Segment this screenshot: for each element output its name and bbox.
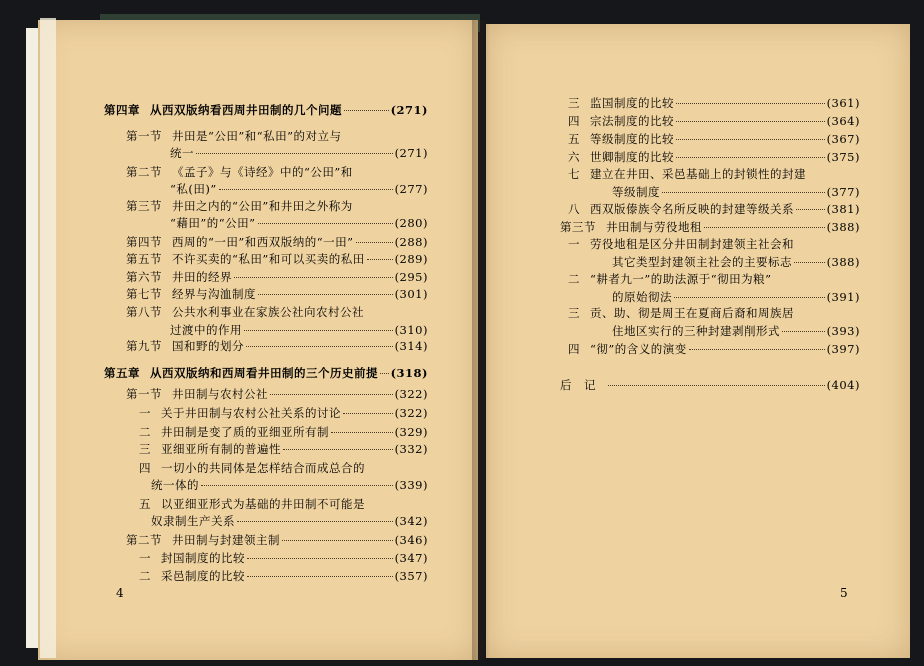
toc-entry [126,532,428,548]
toc-label: 二 [139,569,151,583]
toc-label: 八 [568,202,580,216]
toc-title: 世卿制度的比较 [590,150,674,164]
toc-dot-leader [356,242,393,243]
toc-label: 三 [568,96,580,110]
toc-page-number: (271) [390,103,428,117]
toc-label: 第五章 [104,366,140,380]
toc-title: 井田制是变了质的亚细亚所有制 [161,425,329,439]
toc-label: 第五节 [126,252,162,266]
toc-label: 四 [568,342,580,356]
toc-page-number: (367) [826,132,860,146]
toc-entry [170,215,428,231]
toc-dot-leader [282,540,393,541]
toc-title: 井田是“公田”和“私田”的对立与 [172,129,342,143]
toc-page-number: (289) [394,252,428,266]
toc-title: 建立在井田、采邑基础上的封锁性的封建 [590,167,806,181]
toc-dot-leader [676,103,825,104]
toc-label: 第一节 [126,387,162,401]
toc-dot-leader [234,277,393,278]
toc-title: 国和野的划分 [172,339,244,353]
toc-dot-leader [270,394,393,395]
toc-entry [612,323,860,339]
toc-dot-leader [676,157,825,158]
toc-title: “彻”的含义的演变 [590,342,687,356]
toc-entry [126,198,428,214]
toc-dot-leader [608,385,825,386]
toc-page-number: (388) [826,220,860,234]
toc-page-number: (357) [394,569,428,583]
toc-dot-leader [283,449,393,450]
toc-label: 第三节 [560,220,596,234]
toc-entry [568,131,860,147]
toc-entry [170,322,428,338]
toc-entry [612,254,860,270]
toc-title: 井田之内的“公田”和井田之外称为 [172,199,353,213]
toc-title: 西双版傣族令名所反映的封建等级关系 [590,202,794,216]
toc-dot-leader [258,223,393,224]
toc-entry [139,496,428,512]
toc-title: 以亚细亚形式为基础的井田制不可能是 [161,497,365,511]
toc-page-number: (295) [394,270,428,284]
toc-page-number: (318) [390,366,428,380]
toc-dot-leader [380,373,389,374]
book-gutter [472,20,490,660]
toc-label: 后 记 [560,378,596,392]
toc-dot-leader [237,521,393,522]
toc-dot-leader [676,121,825,122]
toc-dot-leader [343,413,393,414]
toc-title: “耕者九一”的助法源于“彻田为粮” [590,272,772,286]
toc-page-number: (347) [394,551,428,565]
toc-entry [139,405,428,421]
toc-dot-leader [258,294,393,295]
toc-label: 第一节 [126,129,162,143]
toc-dot-leader [244,330,393,331]
toc-title: 从西双版纳看西周井田制的几个问题 [150,103,342,117]
toc-entry [126,269,428,285]
toc-dot-leader [331,432,393,433]
toc-entry [612,184,860,200]
toc-title: 封国制度的比较 [161,551,245,565]
toc-entry [568,149,860,165]
toc-title: 不许买卖的“私田”和可以买卖的私田 [172,252,365,266]
toc-entry [151,513,428,529]
toc-page-number: (332) [394,442,428,456]
toc-page-number: (277) [394,182,428,196]
toc-page-number: (342) [394,514,428,528]
toc-page-number: (314) [394,339,428,353]
toc-title: 过渡中的作用 [170,323,242,337]
toc-entry [568,341,860,357]
toc-title: 井田的经界 [172,270,232,284]
toc-page-number: (375) [826,150,860,164]
toc-entry [170,181,428,197]
toc-entry [126,304,428,320]
toc-dot-leader [247,576,393,577]
toc-title: 贡、助、彻是周王在夏商后裔和周族居 [590,306,794,320]
toc-label: 四 [139,461,151,475]
toc-entry [126,164,428,180]
toc-title: 宗法制度的比较 [590,114,674,128]
toc-label: 二 [568,272,580,286]
toc-title: 奴隶制生产关系 [151,514,235,528]
toc-title: 经界与沟洫制度 [172,287,256,301]
toc-dot-leader [247,558,393,559]
toc-title: 劳役地租是区分井田制封建领主社会和 [590,237,794,251]
toc-entry [139,424,428,440]
toc-label: 五 [568,132,580,146]
toc-title: 等级制度 [612,185,660,199]
toc-title: 西周的“一田”和西双版纳的“一田” [172,235,354,249]
toc-dot-leader [794,262,825,263]
toc-entry [126,386,428,402]
toc-page-number: (397) [826,342,860,356]
page-edge-light [40,18,56,658]
toc-page-number: (393) [826,324,860,338]
toc-entry [568,201,860,217]
toc-label: 三 [568,306,580,320]
toc-dot-leader [201,485,393,486]
toc-title: 统一 [170,146,194,160]
toc-entry [151,477,428,493]
toc-entry [568,95,860,111]
toc-entry [560,219,860,235]
toc-dot-leader [796,209,825,210]
toc-entry [104,102,428,118]
toc-entry [139,460,428,476]
toc-label: 第八节 [126,305,162,319]
toc-title: “藉田”的“公田” [170,216,256,230]
toc-dot-leader [689,349,825,350]
toc-entry [139,550,428,566]
toc-dot-leader [367,259,393,260]
toc-label: 第二节 [126,165,162,179]
toc-title: “私(田)” [170,182,217,196]
toc-entry [126,128,428,144]
toc-label: 六 [568,150,580,164]
toc-label: 第四节 [126,235,162,249]
toc-entry [139,441,428,457]
toc-label: 第二节 [126,533,162,547]
toc-title: 《孟子》与《诗经》中的“公田”和 [172,165,353,179]
toc-page-number: (391) [826,290,860,304]
toc-page-number: (381) [826,202,860,216]
toc-title: 井田制与封建领主制 [172,533,280,547]
toc-title: 住地区实行的三种封建剥削形式 [612,324,780,338]
toc-page-number: (361) [826,96,860,110]
toc-label: 七 [568,167,580,181]
toc-entry [568,113,860,129]
page-number-right: 5 [840,586,848,600]
toc-label: 一 [568,237,580,251]
toc-page-number: (364) [826,114,860,128]
page-number-left: 4 [116,586,124,600]
toc-entry [126,251,428,267]
toc-page-number: (404) [826,378,860,392]
toc-title: 监国制度的比较 [590,96,674,110]
toc-entry [126,234,428,250]
toc-entry [568,271,860,287]
toc-entry [170,145,428,161]
toc-title: 井田制与劳役地租 [606,220,702,234]
toc-page-number: (388) [826,255,860,269]
toc-page-number: (271) [394,146,428,160]
toc-title: 的原始彻法 [612,290,672,304]
toc-label: 第三节 [126,199,162,213]
toc-page-number: (346) [394,533,428,547]
toc-dot-leader [246,346,393,347]
toc-title: 关于井田制与农村公社关系的讨论 [161,406,341,420]
toc-title: 公共水利事业在家族公社向农村公社 [172,305,364,319]
toc-page-number: (310) [394,323,428,337]
toc-page-number: (322) [394,406,428,420]
toc-title: 等级制度的比较 [590,132,674,146]
toc-entry [560,377,860,393]
toc-label: 一 [139,406,151,420]
toc-label: 二 [139,425,151,439]
toc-page-number: (322) [394,387,428,401]
toc-dot-leader [662,192,825,193]
toc-dot-leader [674,297,825,298]
toc-title: 从西双版纳和西周看井田制的三个历史前提 [150,366,378,380]
toc-title: 井田制与农村公社 [172,387,268,401]
toc-title: 统一体的 [151,478,199,492]
toc-dot-leader [196,153,393,154]
toc-label: 第六节 [126,270,162,284]
toc-entry [568,166,860,182]
toc-page-number: (329) [394,425,428,439]
toc-label: 第九节 [126,339,162,353]
toc-entry [126,338,428,354]
toc-entry [104,365,428,381]
toc-entry [568,236,860,252]
toc-entry [612,289,860,305]
toc-label: 一 [139,551,151,565]
toc-label: 第七节 [126,287,162,301]
toc-dot-leader [676,139,825,140]
toc-title: 亚细亚所有制的普遍性 [161,442,281,456]
toc-dot-leader [344,110,389,111]
toc-entry [568,305,860,321]
toc-entry [126,286,428,302]
toc-label: 五 [139,497,151,511]
toc-entry [139,568,428,584]
toc-title: 其它类型封建领主社会的主要标志 [612,255,792,269]
toc-label: 三 [139,442,151,456]
toc-title: 采邑制度的比较 [161,569,245,583]
toc-page-number: (301) [394,287,428,301]
toc-dot-leader [782,331,825,332]
toc-title: 一切小的共同体是怎样结合而成总合的 [161,461,365,475]
toc-page-number: (288) [394,235,428,249]
toc-page-number: (377) [826,185,860,199]
toc-label: 四 [568,114,580,128]
toc-dot-leader [704,227,825,228]
toc-page-number: (339) [394,478,428,492]
toc-dot-leader [219,189,393,190]
toc-label: 第四章 [104,103,140,117]
toc-page-number: (280) [394,216,428,230]
